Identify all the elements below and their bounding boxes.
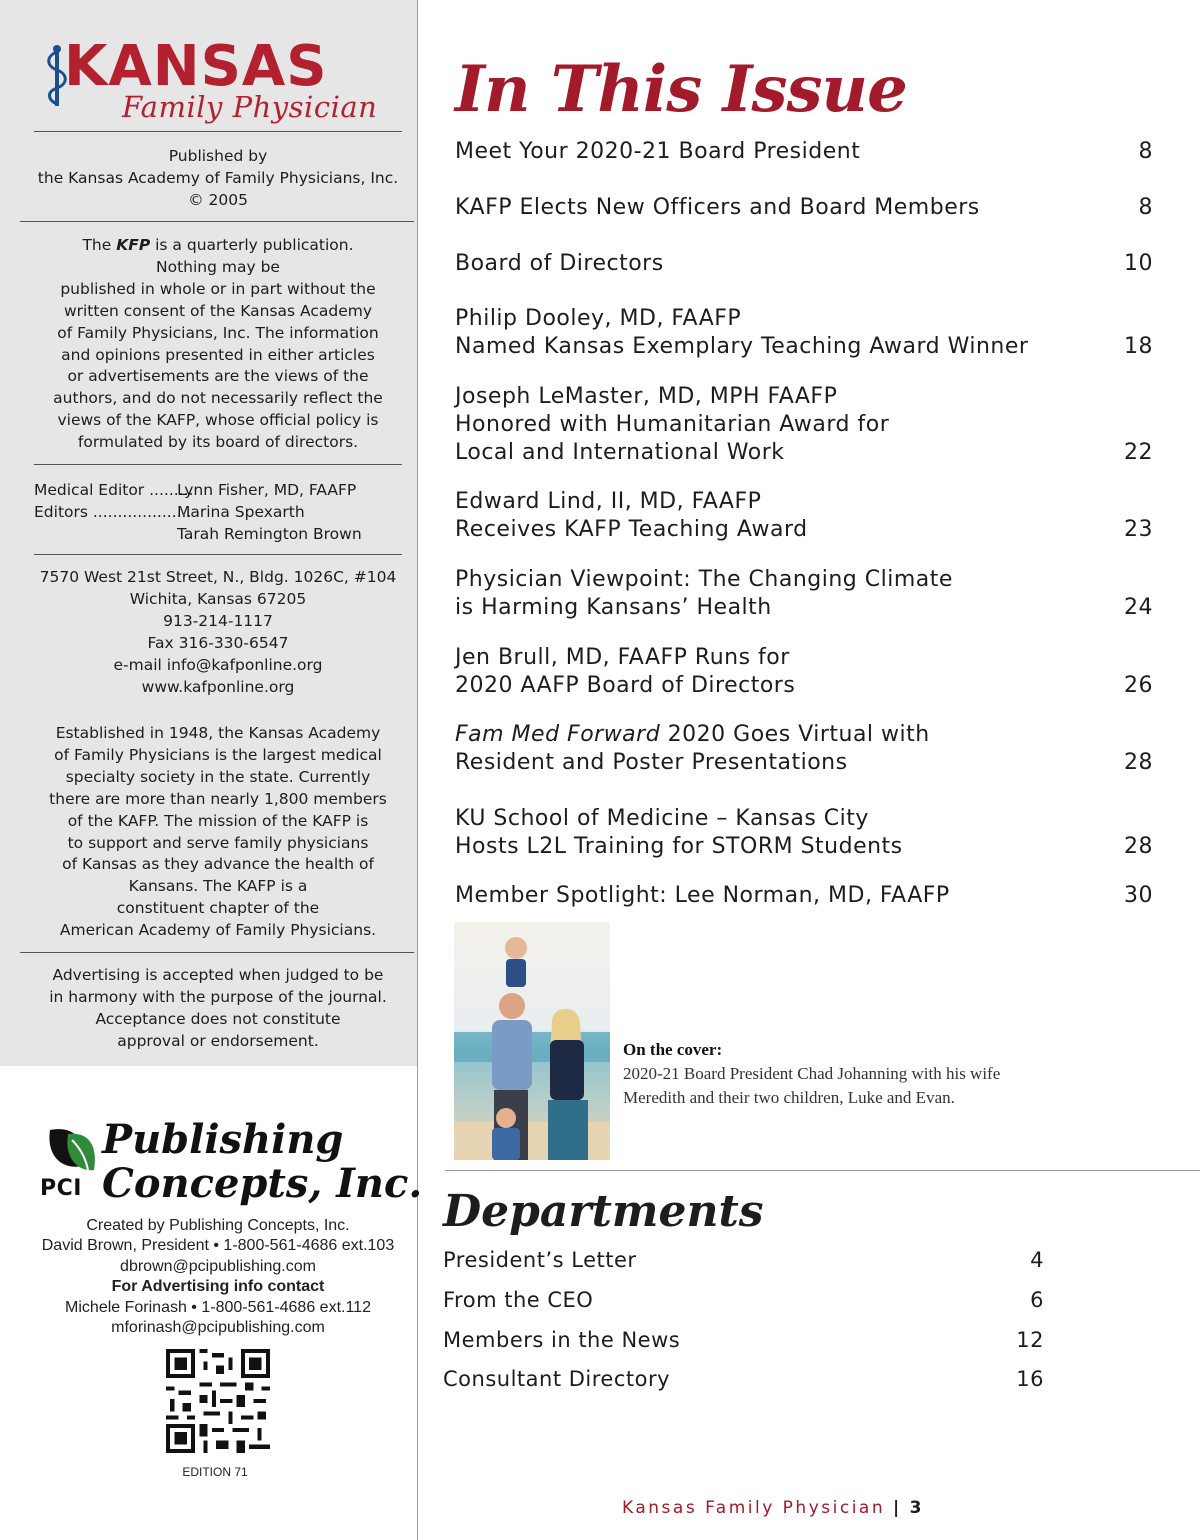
editor-role: Medical Editor .........: [34, 481, 194, 499]
toc-page-number: 22: [1124, 440, 1153, 465]
editor-name: Tarah Remington Brown: [177, 525, 362, 543]
toc-entry-title: Physician Viewpoint: The Changing Climate: [455, 567, 953, 592]
divider: [34, 131, 402, 132]
pci-logo: [40, 1116, 423, 1210]
toc-entry[interactable]: [455, 383, 1155, 467]
toc-entry[interactable]: [455, 644, 1155, 700]
toc-entry-title: KAFP Elects New Officers and Board Members: [455, 195, 980, 220]
editor-role: Editors ....................: [34, 503, 192, 521]
about-line: there are more than nearly 1,800 members: [49, 789, 387, 808]
about-line: Established in 1948, the Kansas Academy: [55, 724, 381, 742]
qr-code-icon[interactable]: [166, 1349, 270, 1453]
about-line: constituent chapter of the: [116, 899, 320, 918]
sidebar: [0, 0, 423, 1540]
cover-caption-title: On the cover:: [623, 1040, 723, 1059]
department-page: 6: [1030, 1287, 1044, 1312]
department-item[interactable]: [443, 1326, 1046, 1366]
published-by-line: Published by: [168, 147, 268, 165]
cover-caption-line: 2020-21 Board President Chad Johanning with his wife: [623, 1064, 1001, 1083]
notice-line: and opinions presented in either articles: [61, 345, 375, 364]
department-label: Consultant Directory: [443, 1367, 671, 1392]
toc-entry-title: Local and International Work: [455, 440, 785, 465]
footer-page-number: 3: [909, 1498, 924, 1518]
notice-line: views of the KAFP, whose official policy is: [57, 411, 379, 430]
publication-notice: [20, 235, 416, 454]
toc-entry-title: Honored with Humanitarian Award for: [455, 412, 890, 437]
edition-number: EDITION 71: [182, 1465, 248, 1479]
fax-line: Fax 316-330-6547: [147, 633, 289, 652]
toc-page-number: 28: [1124, 750, 1153, 775]
department-label: Members in the News: [443, 1327, 681, 1352]
departments-list: [443, 1246, 1046, 1405]
toc-entry-title: is Harming Kansans’ Health: [455, 595, 772, 620]
pci-name-line1: Publishing: [102, 1116, 344, 1163]
toc-entry-title-fam-med: [455, 721, 1155, 749]
toc-title-rest: 2020 Goes Virtual with: [660, 722, 930, 747]
toc-italic-title: Fam Med Forward: [455, 722, 661, 747]
publisher-line: Created by Publishing Concepts, Inc.: [86, 1217, 350, 1234]
editor-name: Lynn Fisher, MD, FAAFP: [177, 481, 357, 499]
leaf-icon: [42, 1126, 98, 1176]
about-line: to support and serve family physicians: [67, 833, 369, 852]
advertising-policy: [20, 965, 416, 1053]
advertising-line: Advertising is accepted when judged to be: [52, 966, 384, 984]
toc-entry[interactable]: [455, 566, 1155, 622]
toc-entry-title: Edward Lind, II, MD, FAAFP: [455, 489, 762, 514]
notice-line: of Family Physicians, Inc. The information: [57, 323, 379, 342]
toc-page-number: 8: [1138, 195, 1153, 220]
department-label: From the CEO: [443, 1287, 594, 1312]
divider: [445, 1170, 1200, 1171]
pci-letters: PCI: [40, 1176, 82, 1201]
published-by-block: [20, 146, 416, 212]
divider: [34, 464, 402, 465]
kfp-abbrev: KFP: [116, 236, 151, 254]
about-line: of the KAFP. The mission of the KAFP is: [67, 811, 369, 830]
cover-photo: [454, 922, 610, 1160]
advertising-contact-heading: For Advertising info contact: [111, 1278, 325, 1296]
departments-heading: Departments: [443, 1186, 764, 1237]
toc-page-number: 26: [1124, 673, 1153, 698]
divider: [20, 221, 414, 222]
footer-separator: |: [893, 1498, 902, 1518]
notice-line: or advertisements are the views of the: [67, 367, 369, 386]
phone-line: 913-214-1117: [163, 611, 273, 630]
page-footer: [622, 1498, 924, 1518]
toc-entry[interactable]: [455, 721, 1155, 777]
advertising-email-link[interactable]: mforinash@pcipublishing.com: [111, 1319, 325, 1337]
toc-page-number: 30: [1124, 883, 1153, 908]
cover-caption: [623, 1038, 1000, 1110]
toc-page-number: 24: [1124, 595, 1153, 620]
publisher-contact: [20, 1216, 416, 1338]
about-block: [20, 723, 416, 942]
cover-caption-line: Meredith and their two children, Luke and Evan.: [623, 1088, 955, 1107]
toc-entry[interactable]: [455, 305, 1155, 361]
about-line: of Family Physicians is the largest medical: [54, 745, 382, 764]
notice-line: written consent of the Kansas Academy: [63, 301, 373, 320]
department-page: 4: [1030, 1248, 1044, 1272]
divider: [20, 952, 414, 953]
toc-entry-title: Hosts L2L Training for STORM Students: [455, 834, 903, 859]
toc-entry[interactable]: [455, 882, 1155, 910]
toc-page-number: 10: [1124, 251, 1153, 276]
about-line: specialty society in the state. Currently: [65, 767, 371, 786]
publisher-line: Michele Forinash • 1-800-561-4686 ext.112: [65, 1298, 371, 1316]
editor-name: Marina Spexarth: [177, 503, 305, 521]
toc-page-number: 23: [1124, 517, 1153, 542]
pci-name-line2: Concepts, Inc.: [102, 1160, 423, 1207]
notice-line: Nothing may be: [156, 257, 280, 276]
notice-line: published in whole or in part without the: [60, 279, 376, 298]
city-line: Wichita, Kansas 67205: [129, 589, 307, 608]
advertising-line: approval or endorsement.: [117, 1031, 319, 1050]
department-label: President’s Letter: [443, 1248, 637, 1272]
address-line: 7570 West 21st Street, N., Bldg. 1026C, #104: [39, 568, 397, 586]
toc-entry-title: Resident and Poster Presentations: [455, 750, 848, 775]
published-by-line: the Kansas Academy of Family Physicians, Inc.: [37, 168, 399, 187]
toc-entry-title: Receives KAFP Teaching Award: [455, 517, 808, 542]
toc-page-number: 28: [1124, 834, 1153, 859]
advertising-line: Acceptance does not constitute: [95, 1009, 341, 1028]
toc-entry-title: Philip Dooley, MD, FAAFP: [455, 306, 742, 331]
department-item[interactable]: [443, 1246, 1046, 1286]
email-link[interactable]: e-mail info@kafponline.org: [113, 655, 323, 674]
toc-entry-title: KU School of Medicine – Kansas City: [455, 806, 869, 831]
page-title: In This Issue: [455, 52, 907, 127]
logo-kansas-text: KANSAS: [64, 34, 328, 99]
toc-entry-title: Jen Brull, MD, FAAFP Runs for: [455, 645, 790, 670]
toc-entry-title: 2020 AAFP Board of Directors: [455, 673, 796, 698]
toc-entry-title: Meet Your 2020-21 Board President: [455, 139, 861, 164]
notice-line: The KFP is a quarterly publication.: [82, 236, 354, 254]
toc-page-number: 18: [1124, 334, 1153, 359]
toc-entry-title: Joseph LeMaster, MD, MPH FAAFP: [455, 384, 838, 409]
toc-page-number: 8: [1138, 139, 1153, 164]
department-item[interactable]: [443, 1286, 1046, 1326]
toc-entry[interactable]: [455, 194, 1155, 222]
footer-publication: Kansas Family Physician: [622, 1498, 886, 1518]
about-line: Kansans. The KAFP is a: [128, 877, 308, 896]
publisher-email-link[interactable]: dbrown@pcipublishing.com: [120, 1257, 316, 1275]
department-item[interactable]: [443, 1365, 1046, 1405]
about-line: American Academy of Family Physicians.: [59, 921, 377, 940]
publisher-line: David Brown, President • 1-800-561-4686 ext.103: [41, 1237, 395, 1255]
notice-line: authors, and do not necessarily reflect the: [53, 389, 383, 408]
notice-line: formulated by its board of directors.: [77, 433, 359, 452]
about-line: of Kansas as they advance the health of: [62, 855, 374, 874]
toc-entry[interactable]: [455, 138, 1155, 166]
logo-family-physician-text: Family Physician: [122, 90, 378, 124]
toc-entry[interactable]: [455, 805, 1155, 861]
toc-entry-title: Member Spotlight: Lee Norman, MD, FAAFP: [455, 883, 950, 908]
website-link[interactable]: www.kafponline.org: [141, 677, 295, 696]
published-by-line: © 2005: [188, 190, 248, 209]
department-page: 12: [1016, 1327, 1044, 1352]
department-page: 16: [1016, 1367, 1044, 1392]
toc-entry-title: Named Kansas Exemplary Teaching Award Winner: [455, 334, 1029, 359]
toc-entry[interactable]: [455, 250, 1155, 278]
kfp-logo: [40, 34, 410, 128]
toc-entry-title: Board of Directors: [455, 251, 664, 276]
advertising-line: in harmony with the purpose of the journal.: [49, 987, 387, 1006]
divider: [34, 554, 402, 555]
contact-block: [20, 567, 416, 698]
toc-entry[interactable]: [455, 488, 1155, 544]
